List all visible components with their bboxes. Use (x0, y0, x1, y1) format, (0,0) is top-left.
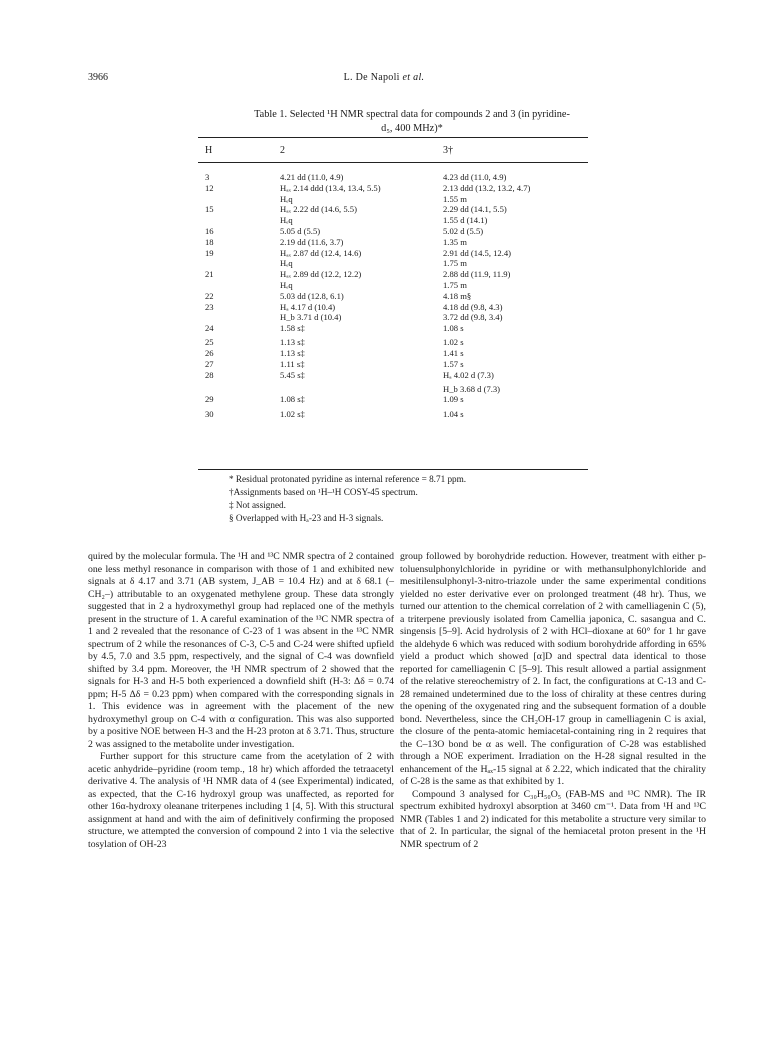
nmr-data-table (205, 172, 583, 420)
table-row (205, 323, 583, 337)
table-cell-compound-2: Hₐₓ 2.14 ddd (13.4, 13.4, 5.5) (280, 182, 381, 193)
table-cell-compound-2: Hₑq (280, 193, 293, 204)
table-cell-compound-2: 2.19 dd (11.6, 3.7) (280, 236, 344, 247)
running-head-author: L. De Napoli (343, 72, 400, 83)
table-cell-compound-3: 4.23 dd (11.0, 4.9) (443, 172, 507, 182)
table-row (205, 280, 583, 291)
table-cell-proton: 16 (205, 225, 214, 236)
table-cell-compound-3: 2.91 dd (14.5, 12.4) (443, 247, 512, 258)
table-cell-compound-2: 1.58 s‡ (280, 323, 305, 334)
table-row (205, 183, 583, 194)
table-row (205, 269, 583, 280)
table-cell-compound-2: Hₐₓ 2.87 dd (12.4, 14.6) (280, 247, 362, 258)
table-cell-compound-3: H_b 3.68 d (7.3) (443, 383, 501, 394)
table-cell-compound-2: 1.02 s‡ (280, 409, 305, 420)
body-column-left (88, 551, 394, 851)
table-row (205, 384, 583, 395)
table-cell-compound-2: Hₐ 4.17 d (10.4) (280, 301, 336, 312)
body-paragraph: quired by the molecular formula. The ¹H and ¹³C NMR spectra of 2 contained one less methyl resonance in comparison with those of 1 and exhibited new signals at δ 4.17 and 3.71 (AB system, J_AB = 10.4 Hz) and at δ 68.1 (–CH₂–) attributable to an oxygenated methylene group. These data strongly suggested that in 2 a hydroxymethyl group had replaced one of the methyls present in the structure of 1. A careful examination of the ¹³C NMR spectra of 1 and 2 revealed that the resonance of C-23 of 1 was absent in the ¹³C NMR spectrum of 2 while the resonances of C-3, C-5 and C-24 were shifted upfield by 4.5, 7.0 and 3.5 ppm, respectively, and the signal of C-4 was downfield shifted by 3.4 ppm. Moreover, the ¹H NMR spectrum of 2 showed that the signals for H-3 and H-5 both experienced a downfield shift (H-3: Δδ = 0.74 ppm; H-5 Δδ = 0.23 ppm) when compared with the corresponding signals in 1. This evidence was in agreement with the placement of the new hydroxymethyl group on C-4 with α configuration. This was also supported by a positive NOE between H-3 and the H-23 proton at δ 3.71. Thus, structure 2 was assigned to the metabolite under investigation. (88, 551, 394, 750)
table-cell-compound-3: 5.02 d (5.5) (443, 225, 484, 236)
table-footnote: †Assignments based on ¹H–¹H COSY-45 spectrum. (229, 487, 418, 497)
running-head (0, 72, 768, 83)
table-row (205, 194, 583, 205)
table-row (205, 226, 583, 237)
table-cell-proton (205, 384, 280, 395)
table-row (205, 359, 583, 370)
table-cell-proton: 27 (205, 358, 214, 369)
table-cell-proton: 28 (205, 369, 214, 380)
table-cell-compound-2: 1.13 s‡ (280, 347, 305, 358)
table-cell-proton: 12 (205, 182, 214, 193)
table-cell-proton: 22 (205, 290, 214, 301)
table-cell-proton (205, 194, 280, 205)
table-row (205, 237, 583, 248)
table-row (205, 312, 583, 323)
table-top-rule (198, 137, 588, 138)
table-cell-proton: 26 (205, 347, 214, 358)
body-paragraph: group followed by borohydride reduction. However, treatment with either p-toluensulphonylchloride in pyridine or with methansulphonylchloride and mesitilensulphonyl-3-nitro-triazole under the same experimental conditions yielded no ester derivative ever on prolonged treatment (48 hr). Thus, we turned our attention to the chemical correlation of 2 with camelliagenin C (5), a triterpene previously isolated from Camellia japonica, C. sasangua and C. singensis [5–9]. Acid hydrolysis of 2 with HCl–dioxane at 60° for 1 hr gave the aldehyde 6 which was reduced with sodium borohydride affording in 65% yield a product which showed [α]D and spectral data identical to those reported for camelliagenin C [5–9]. This result allowed a partial assignment of the relative stereochemistry of 2. In fact, the configurations at C-13 and C-28 remained undetermined due to the loss of chirality at these centres during the opening of the oxygenated ring and the subsequent formation of a double bond. Nevertheless, since the CH₂OH-17 group in camelliagenin C is axial, the closure of the penta-atomic hemiacetal-containing ring in 2 requires that the C–13O bond be α as well. The configuration of C-28 was established through a NOE experiment. Irradiation on the H-28 signal resulted in the enhancement of the Hₐₓ-15 signal at δ 2.22, which indicated that the chirality of C-28 is the same as that exhibited by 1. (400, 551, 706, 787)
table-cell-compound-2: 1.11 s‡ (280, 358, 305, 369)
table-cell-proton: 29 (205, 394, 214, 405)
table-cell-proton: 15 (205, 204, 214, 215)
table-row (205, 302, 583, 313)
table-cell-compound-3: 1.02 s (443, 337, 464, 348)
table-cell-compound-2: 5.45 s‡ (280, 369, 305, 380)
table-cell-compound-2: 1.08 s‡ (280, 394, 305, 405)
page-number: 3966 (88, 72, 108, 83)
table-cell-compound-3: 4.18 m§ (443, 290, 472, 301)
table-cell-proton: 21 (205, 269, 214, 280)
table-cell-proton: 23 (205, 301, 214, 312)
table-bottom-rule (198, 469, 588, 470)
table-row (205, 337, 583, 348)
table-footnote: * Residual protonated pyridine as internal reference = 8.71 ppm. (229, 474, 467, 484)
table-cell-compound-2 (280, 384, 443, 395)
table-cell-compound-3: 1.09 s (443, 394, 464, 405)
table-caption-line-2: d₅, 400 MHz)* (381, 123, 443, 134)
running-head-et-al: et al. (402, 72, 425, 83)
table-cell-compound-3: 4.18 dd (9.8, 4.3) (443, 301, 503, 312)
table-cell-compound-3: Hₐ 4.02 d (7.3) (443, 369, 494, 380)
table-cell-compound-3: 2.29 dd (14.1, 5.5) (443, 204, 507, 215)
table-cell-compound-3: 2.13 ddd (13.2, 13.2, 4.7) (443, 182, 531, 193)
table-row (205, 172, 583, 183)
table-cell-compound-2: Hₐₓ 2.22 dd (14.6, 5.5) (280, 204, 357, 215)
body-column-right (400, 551, 706, 851)
table-row (205, 248, 583, 259)
table-cell-proton (205, 215, 280, 226)
table-row (205, 204, 583, 215)
table-cell-compound-3: 2.88 dd (11.9, 11.9) (443, 269, 511, 280)
table-header-rule (198, 162, 588, 163)
table-caption-line-1: Table 1. Selected ¹H NMR spectral data for compounds 2 and 3 (in pyridine- (254, 109, 570, 120)
table-cell-compound-2: 1.13 s‡ (280, 337, 305, 348)
table-cell-compound-3: 1.55 m (443, 193, 467, 204)
table-footnote: § Overlapped with Hₐ-23 and H-3 signals. (229, 513, 384, 523)
table-cell-proton: 3 (205, 172, 210, 182)
table-row (205, 394, 583, 409)
table-cell-compound-2: 5.03 dd (12.8, 6.1) (280, 290, 344, 301)
body-paragraph: Further support for this structure came from the acetylation of 2 with acetic anhydride–pyridine (room temp., 18 hr) which afforded the tetraacetyl derivative 4. The analysis of ¹H NMR data of 4 (see Experimental) indicated, as expected, that the C-16 hydroxyl group was unaffected, as reported for other 16α-hydroxy oleanane triterpenes including 1 [4, 5]. With this structural assignment at hand and with the aim of definitively confirming the proposed structure, we attempted the conversion of compound 2 into 1 via the selective tosylation of OH-23 (88, 751, 394, 850)
table-cell-compound-3: 1.08 s (443, 323, 464, 334)
table-header-compound-3: 3† (443, 145, 453, 156)
table-cell-compound-2: H_b 3.71 d (10.4) (280, 312, 342, 323)
table-cell-compound-2: 5.05 d (5.5) (280, 225, 321, 236)
table-row (205, 348, 583, 359)
body-paragraph: Compound 3 analysed for C₃₀H₅₀O₅ (FAB-MS and ¹³C NMR). The IR spectrum exhibited hydroxyl absorption at 3460 cm⁻¹. Data from ¹H and ¹³C NMR (Tables 1 and 2) indicated for this metabolite a structure very similar to that of 2. In particular, the signal of the hemiacetal proton present in the ¹H NMR spectrum of 2 (400, 788, 706, 850)
table-cell-proton: 19 (205, 247, 214, 258)
table-header-h: H (205, 145, 213, 156)
table-cell-proton: 24 (205, 323, 214, 334)
table-cell-compound-2: Hₐₓ 2.89 dd (12.2, 12.2) (280, 269, 362, 280)
table-cell-proton: 30 (205, 409, 214, 420)
table-caption (232, 108, 592, 136)
table-header-compound-2: 2 (280, 145, 285, 156)
table-cell-compound-2: Hₑq (280, 279, 293, 290)
table-cell-proton (205, 258, 280, 269)
table-footnote: ‡ Not assigned. (229, 500, 286, 510)
table-cell-compound-3: 1.55 d (14.1) (443, 215, 488, 226)
table-cell-compound-3: 1.41 s (443, 347, 464, 358)
table-cell-compound-3: 1.04 s (443, 409, 464, 420)
table-row (205, 370, 583, 384)
table-cell-compound-3: 1.35 m (443, 236, 467, 247)
table-cell-compound-2: Hₑq (280, 258, 293, 269)
table-row (205, 291, 583, 302)
table-cell-proton (205, 280, 280, 291)
table-row (205, 215, 583, 226)
table-cell-proton (205, 312, 280, 323)
table-row (205, 409, 583, 420)
table-cell-compound-2: Hₑq (280, 215, 293, 226)
table-cell-compound-3: 1.75 m (443, 279, 467, 290)
table-cell-proton: 25 (205, 337, 214, 348)
table-cell-compound-3: 1.75 m (443, 258, 467, 269)
table-row (205, 258, 583, 269)
table-cell-proton: 18 (205, 236, 214, 247)
table-cell-compound-3: 1.57 s (443, 358, 464, 369)
table-cell-compound-2: 4.21 dd (11.0, 4.9) (280, 172, 344, 182)
table-cell-compound-3: 3.72 dd (9.8, 3.4) (443, 312, 503, 323)
